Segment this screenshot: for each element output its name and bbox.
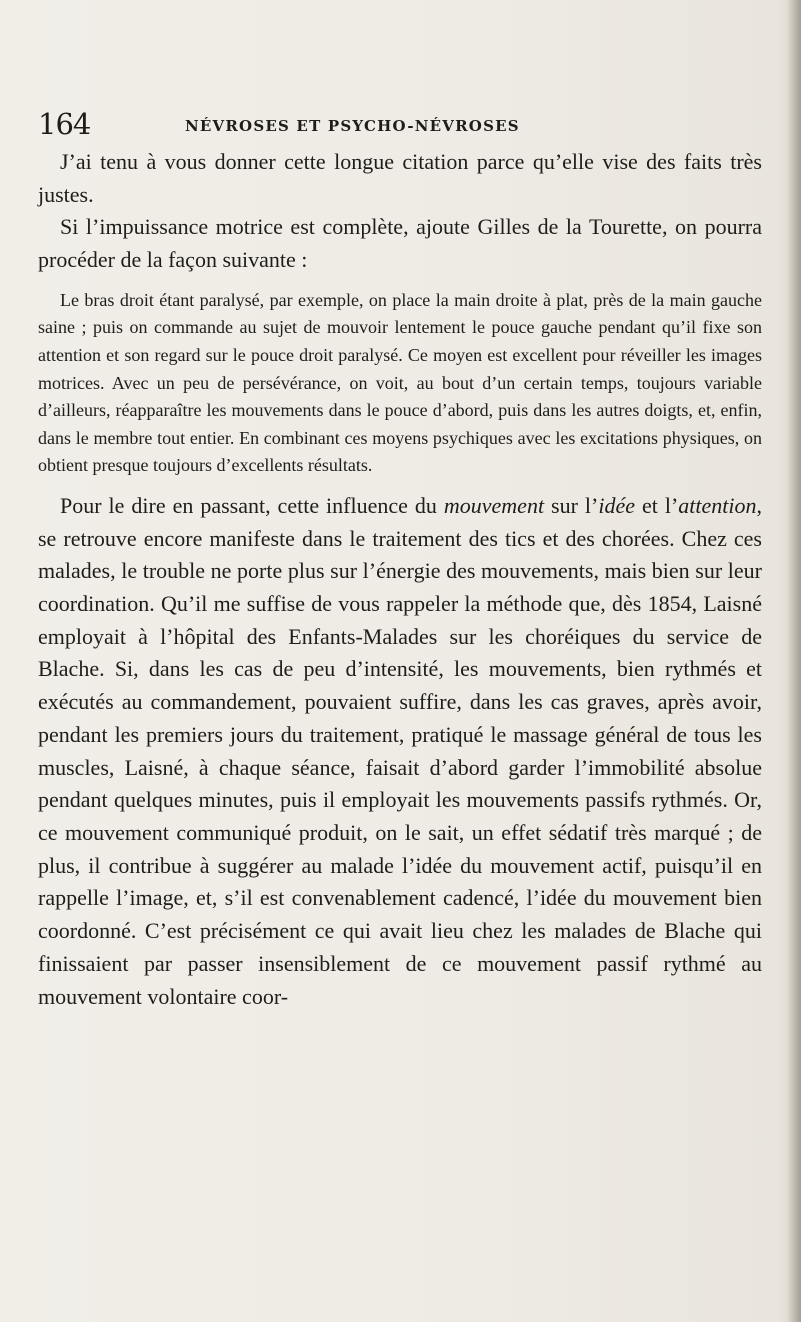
paragraph-4-text-c: et l’ <box>642 492 679 518</box>
page-header <box>38 106 762 146</box>
body-text <box>38 146 762 1013</box>
paragraph-2: Si l’impuissance motrice est complète, ajoute Gilles de la Tourette, on pourra procéder de la façon suivante : <box>38 214 762 273</box>
paragraph-4-text-a: Pour le dire en passant, cette influence du <box>60 492 437 518</box>
italic-attention: attention <box>678 492 757 518</box>
paragraph-1: J’ai tenu à vous donner cette longue citation parce qu’elle vise des faits très justes. <box>38 149 762 207</box>
italic-mouvement: mouvement <box>443 492 545 518</box>
paragraph-4-text-b: sur l’ <box>551 492 599 518</box>
running-title: NÉVROSES ET PSYCHO-NÉVROSES <box>185 117 520 135</box>
paragraph-4-text-d: , se retrouve encore manifeste dans le traitement des tics et des chorées. Chez ces malades, le trouble ne porte plus sur l’énergie des mouvements, mais bien sur leur coordination. Qu’il me suffise de vous rappeler la méthode que, dès 1854, Laisné employait à l’hôpital des Enfants-Malades sur les choréiques du service de Blache. Si, dans les cas de peu d’intensité, les mouvements, bien rythmés et exécutés au commandement, pouvaient suffire, dans les cas graves, après avoir, pendant les premiers jours du traitement, pratiqué le massage général de tous les muscles, Laisné, à chaque séance, faisait d’abord garder l’immobilité absolue pendant quelques minutes, puis il employait les mouvements passifs rythmés. Or, ce mouvement communiqué produit, on le sait, un effet sédatif très marqué ; de plus, il contribue à suggérer au malade l’idée du mouvement actif, puisqu’il en rappelle l’image, et, s’il est convenablement cadencé, l’idée du mouvement bien coordonné. C’est précisément ce qui avait lieu chez les malades de Blache qui finissaient par passer insensiblement de ce mouvement passif rythmé au mouvement volontaire coor- <box>38 492 763 1009</box>
italic-idee: idée <box>598 492 636 518</box>
quoted-citation: Le bras droit étant paralysé, par exemple, on place la main droite à plat, près de la main gauche saine ; puis on commande au sujet de mouvoir lentement le pouce gauche pendant qu’il fixe son attention et son regard sur le pouce droit paralysé. Ce moyen est excellent pour réveiller les images motrices. Avec un peu de persévérance, on voit, au bout d’un certain temps, toujours variable d’ailleurs, réapparaître les mouvements dans le pouce d’abord, puis dans les autres doigts, et, enfin, dans le membre tout entier. En combinant ces moyens psychiques avec les excitations physiques, on obtient presque toujours d’excellents résultats. <box>38 289 762 476</box>
paragraph-4 <box>38 490 762 1013</box>
page-edge-shadow <box>787 0 801 1322</box>
page-number: 164 <box>38 107 91 141</box>
